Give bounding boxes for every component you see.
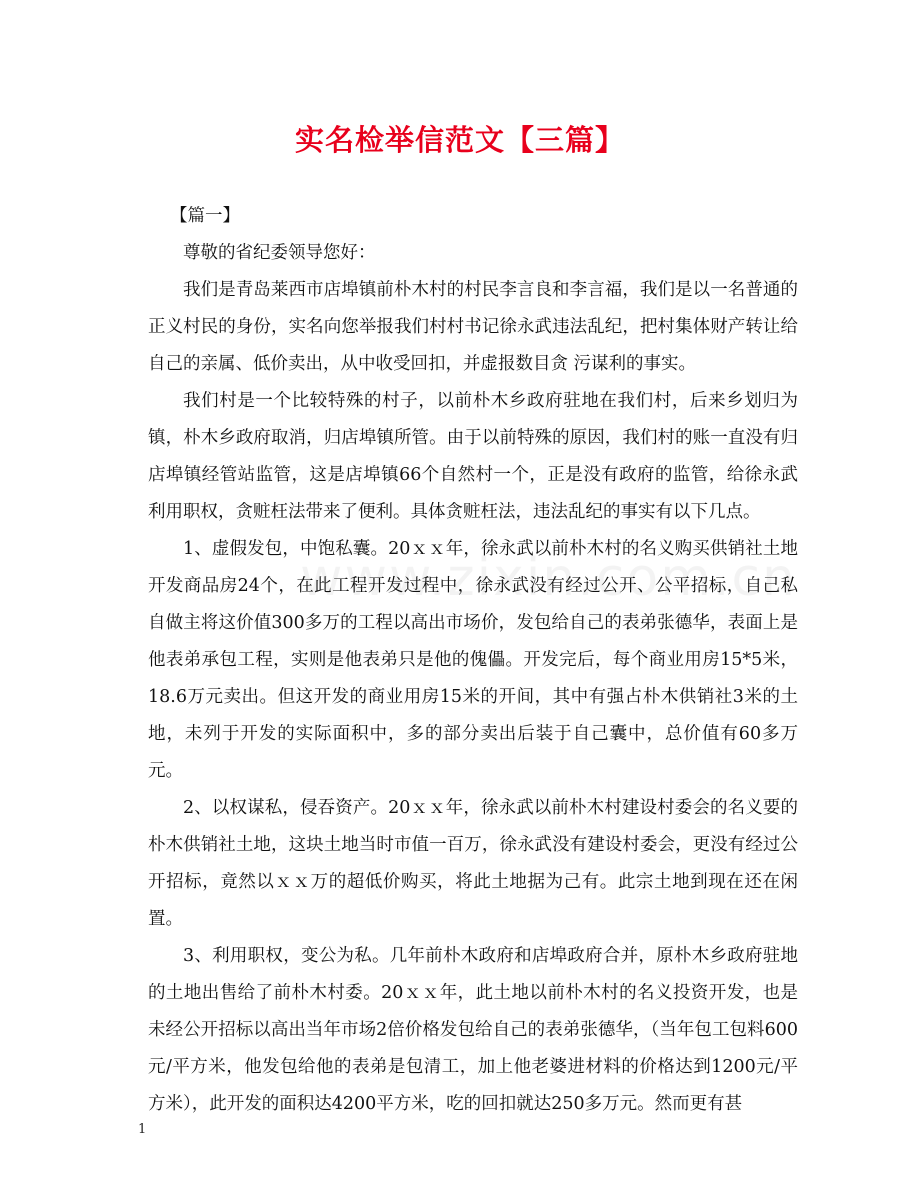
page-number: 1 xyxy=(138,1122,147,1137)
paragraph: 3、利用职权，变公为私。几年前朴木政府和店埠政府合并，原朴木乡政府驻地的土地出售给了前朴木村委。20ｘｘ年，此土地以前朴木村的名义投资开发，也是未经公开招标以高出当年市场2倍价格发包给自己的表弟张德华，（当年包工包料600元/平方米，他发包给他的表弟是包清工，加上他老婆进材料的价格达到1200元/平方米），此开发的面积达4200平方米，吃的回扣就达250多万元。然而更有甚 xyxy=(148,946,798,1114)
paragraph: 2、以权谋私，侵吞资产。20ｘｘ年，徐永武以前朴木村建设村委会的名义要的朴木供销社土地，这块土地当时市值一百万，徐永武没有建设村委会，更没有经过公开招标，竟然以ｘｘ万的超低价购买，将此土地据为己有。此宗土地到现在还在闲置。 xyxy=(148,798,798,929)
paragraph: 1、虚假发包，中饱私囊。20ｘｘ年，徐永武以前朴木村的名义购买供销社土地开发商品房24个，在此工程开发过程中，徐永武没有经过公开、公平招标，自己私自做主将这价值300多万的工程以高出市场价，发包给自己的表弟张德华，表面上是他表弟承包工程，实则是他表弟只是他的傀儡。开发完后，每个商业用房15*5米，18.6万元卖出。但这开发的商业用房15米的开间，其中有强占朴木供销社3米的土地，未列于开发的实际面积中，多的部分卖出后装于自己囊中，总价值有60多万元。 xyxy=(148,539,798,781)
salutation: 尊敬的省纪委领导您好： xyxy=(183,243,376,263)
paragraph: 我们是青岛莱西市店埠镇前朴木村的村民李言良和李言福，我们是以一名普通的正义村民的身份，实名向您举报我们村村书记徐永武违法乱纪，把村集体财产转让给自己的亲属、低价卖出，从中收受回扣，并虚报数目贪 污谋利的事实。 xyxy=(148,280,798,374)
document-body xyxy=(148,198,798,1123)
paragraph: 我们村是一个比较特殊的村子，以前朴木乡政府驻地在我们村，后来乡划归为镇，朴木乡政府取消，归店埠镇所管。由于以前特殊的原因，我们村的账一直没有归店埠镇经管站监管，这是店埠镇66个自然村一个，正是没有政府的监管，给徐永武利用职权，贪赃枉法带来了便利。具体贪赃枉法，违法乱纪的事实有以下几点。 xyxy=(148,391,798,522)
document-title: 实名检举信范文【三篇】 xyxy=(294,123,625,157)
section-heading: 【篇一】 xyxy=(170,206,240,226)
